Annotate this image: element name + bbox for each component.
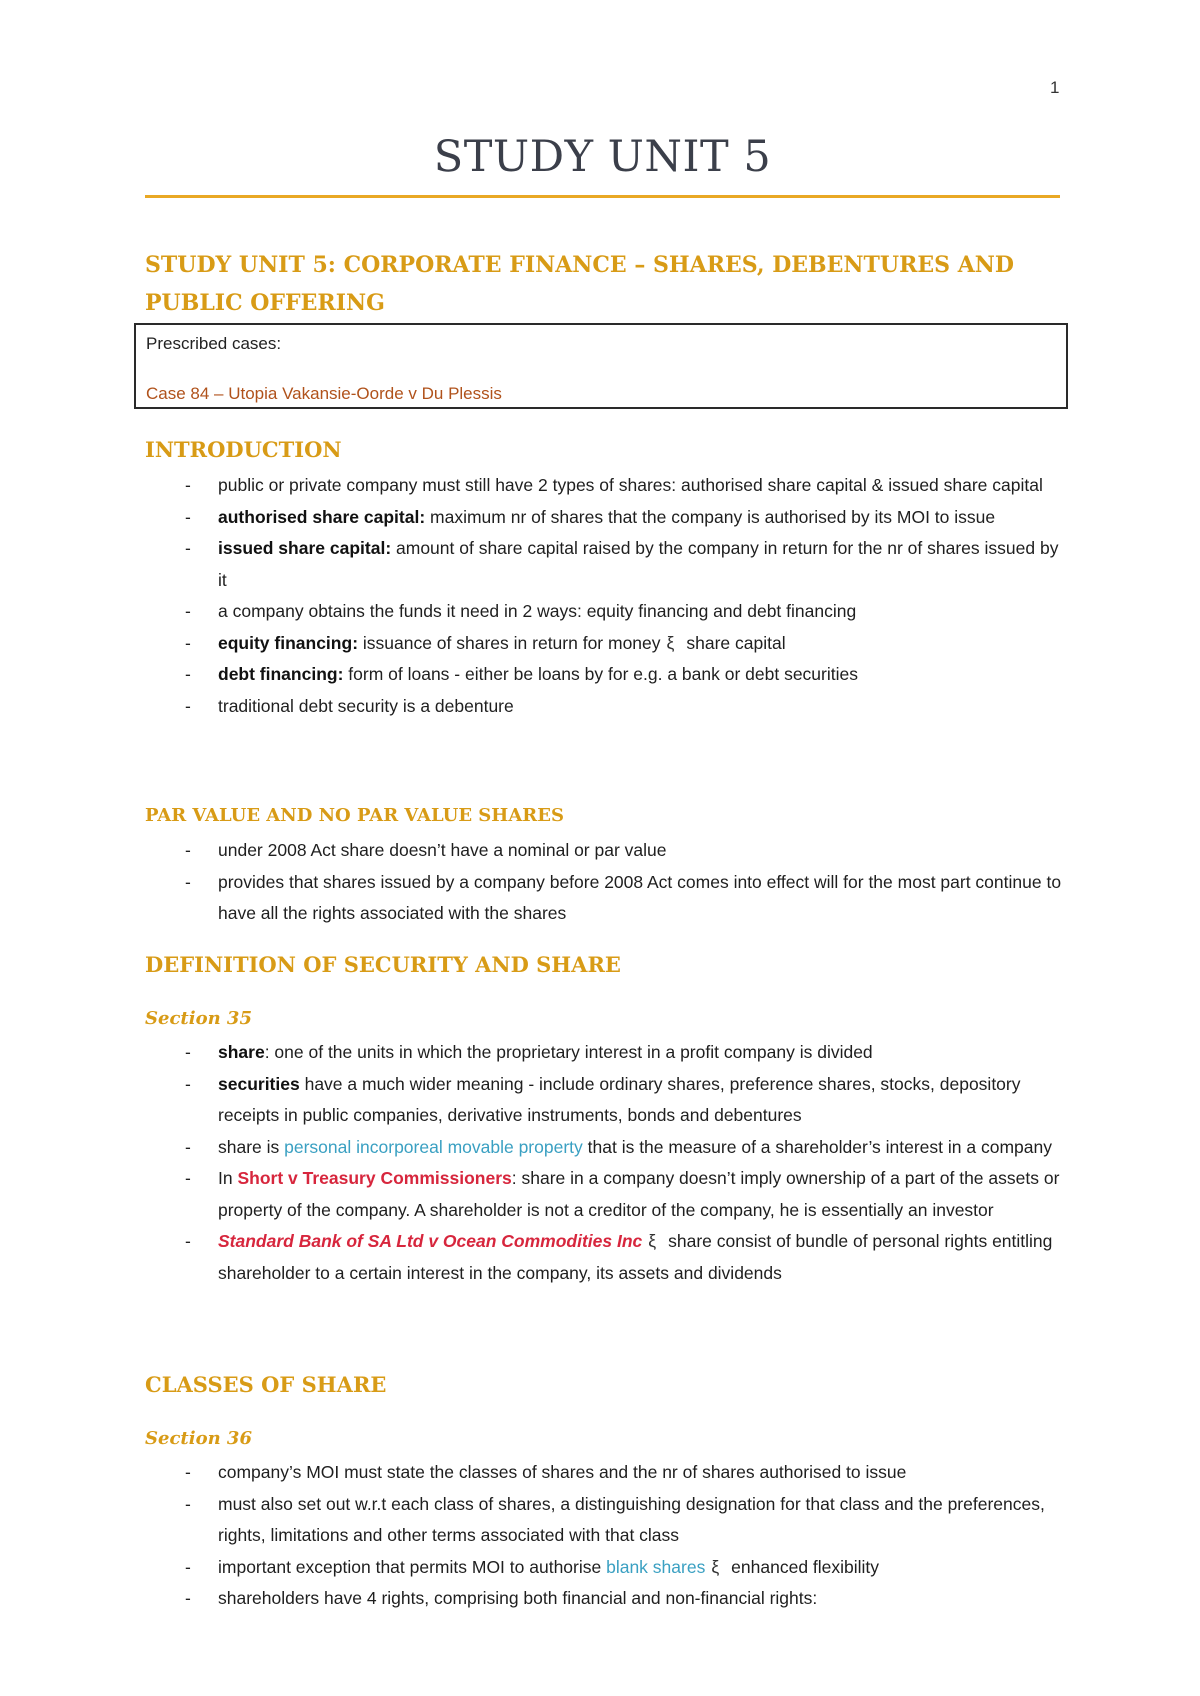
arrow-icon: ξ bbox=[711, 1556, 720, 1577]
prescribed-cases-label: Prescribed cases: bbox=[146, 334, 282, 353]
bullet-text: important exception that permits MOI to authorise bbox=[218, 1556, 607, 1577]
list-item bbox=[145, 867, 1065, 930]
introduction-list bbox=[145, 470, 1065, 722]
term-debt-financing: debt financing bbox=[218, 664, 338, 684]
bullet-text: traditional debt security is a debenture bbox=[218, 695, 514, 716]
list-item bbox=[145, 1457, 1065, 1489]
bullet-text: under 2008 Act share doesn’t have a nominal or par value bbox=[218, 840, 667, 860]
bullet-text: must also set out w.r.t each class of shares, a distinguishing designation for that class and the preferences, rights, limitations and other terms associated with that class bbox=[218, 1493, 1045, 1545]
bullet-text: maximum nr of shares that the company is authorised by its MOI to issue bbox=[425, 506, 996, 527]
case-name-standard-bank: Standard Bank of SA Ltd v Ocean Commodities Inc bbox=[218, 1231, 643, 1251]
bullet-text: provides that shares issued by a company before 2008 Act comes into effect will for the most part continue to have all the rights associated with the shares bbox=[218, 871, 1062, 923]
bullet-text: : share in a company doesn’t imply ownership of a part of the assets or property of the company. A shareholder is not a creditor of the company, he is essentially an investor bbox=[218, 1168, 1060, 1220]
highlight-personal-property: personal incorporeal movable property bbox=[284, 1136, 583, 1157]
case-name-short: Short v Treasury Commissioners bbox=[237, 1168, 512, 1188]
bullet-text: form of loans - either be loans by for e.g. a bank or debt securities bbox=[343, 664, 858, 684]
arrow-icon: ξ bbox=[666, 632, 675, 653]
page-number: 1 bbox=[1050, 78, 1060, 97]
highlight-blank-shares: blank shares bbox=[606, 1556, 706, 1577]
bullet-text: public or private company must still have 2 types of shares: authorised share capital & issued share capital bbox=[218, 475, 1043, 495]
list-item bbox=[145, 835, 1065, 867]
list-item bbox=[145, 1489, 1065, 1552]
term-colon: : bbox=[352, 632, 359, 653]
list-item bbox=[145, 1037, 1065, 1069]
section-35-label: Section 35 bbox=[145, 1008, 252, 1029]
list-item bbox=[145, 596, 1065, 628]
term-colon: : bbox=[385, 538, 392, 558]
list-item bbox=[145, 533, 1065, 596]
bullet-text: share is bbox=[218, 1136, 285, 1157]
bullet-text: enhanced flexibility bbox=[731, 1556, 880, 1577]
bullet-text: : one of the units in which the proprietary interest in a profit company is divided bbox=[264, 1042, 873, 1062]
list-item bbox=[145, 691, 1065, 723]
term-share: share bbox=[218, 1042, 265, 1062]
par-value-list bbox=[145, 835, 1065, 930]
section-36-label: Section 36 bbox=[145, 1428, 252, 1449]
bullet-text: share consist of bundle of personal rights entitling shareholder to a certain interest in the company, its assets and dividends bbox=[218, 1231, 1053, 1283]
main-heading: STUDY UNIT 5: CORPORATE FINANCE – SHARES, DEBENTURES AND PUBLIC OFFERING bbox=[145, 252, 1014, 316]
list-item bbox=[145, 502, 1065, 534]
classes-heading: CLASSES OF SHARE bbox=[145, 1372, 387, 1397]
bullet-text: In bbox=[218, 1168, 238, 1188]
list-item bbox=[145, 1226, 1065, 1289]
arrow-icon: ξ bbox=[648, 1231, 657, 1251]
bullet-text: issuance of shares in return for money bbox=[358, 632, 661, 653]
bullet-text: company’s MOI must state the classes of shares and the nr of shares authorised to issue bbox=[218, 1462, 907, 1482]
prescribed-case-item: Case 84 – Utopia Vakansie-Oorde v Du Plessis bbox=[146, 384, 502, 403]
term-issued-share-capital: issued share capital bbox=[218, 538, 386, 558]
list-item bbox=[145, 628, 1065, 660]
bullet-text: have a much wider meaning - include ordinary shares, preference shares, stocks, depository receipts in public companies, derivative instruments, bonds and debentures bbox=[218, 1073, 1021, 1125]
term-securities: securities bbox=[218, 1073, 300, 1094]
list-item bbox=[145, 1132, 1065, 1164]
definition-list bbox=[145, 1037, 1065, 1289]
list-item bbox=[145, 659, 1065, 691]
definition-heading: DEFINITION OF SECURITY AND SHARE bbox=[145, 952, 621, 977]
title-divider bbox=[145, 195, 1060, 198]
page-title: STUDY UNIT 5 bbox=[433, 132, 772, 182]
term-authorised-share-capital: authorised share capital: bbox=[218, 506, 426, 527]
bullet-text: share capital bbox=[686, 632, 786, 653]
list-item bbox=[145, 1583, 1065, 1615]
prescribed-cases-box bbox=[134, 323, 1068, 409]
list-item bbox=[145, 1552, 1065, 1584]
list-item bbox=[145, 470, 1065, 502]
term-colon: : bbox=[337, 664, 344, 684]
bullet-text: amount of share capital raised by the company in return for the nr of shares issued by it bbox=[218, 538, 1059, 590]
list-item bbox=[145, 1163, 1065, 1226]
list-item bbox=[145, 1069, 1065, 1132]
bullet-text: shareholders have 4 rights, comprising both financial and non-financial rights: bbox=[218, 1588, 818, 1608]
bullet-text: a company obtains the funds it need in 2 ways: equity financing and debt financing bbox=[218, 601, 857, 621]
classes-list bbox=[145, 1457, 1065, 1615]
par-value-heading: PAR VALUE AND NO PAR VALUE SHARES bbox=[145, 805, 564, 826]
term-equity-financing: equity financing bbox=[218, 632, 353, 653]
bullet-text: that is the measure of a shareholder’s interest in a company bbox=[582, 1136, 1052, 1157]
introduction-heading: INTRODUCTION bbox=[145, 437, 342, 462]
